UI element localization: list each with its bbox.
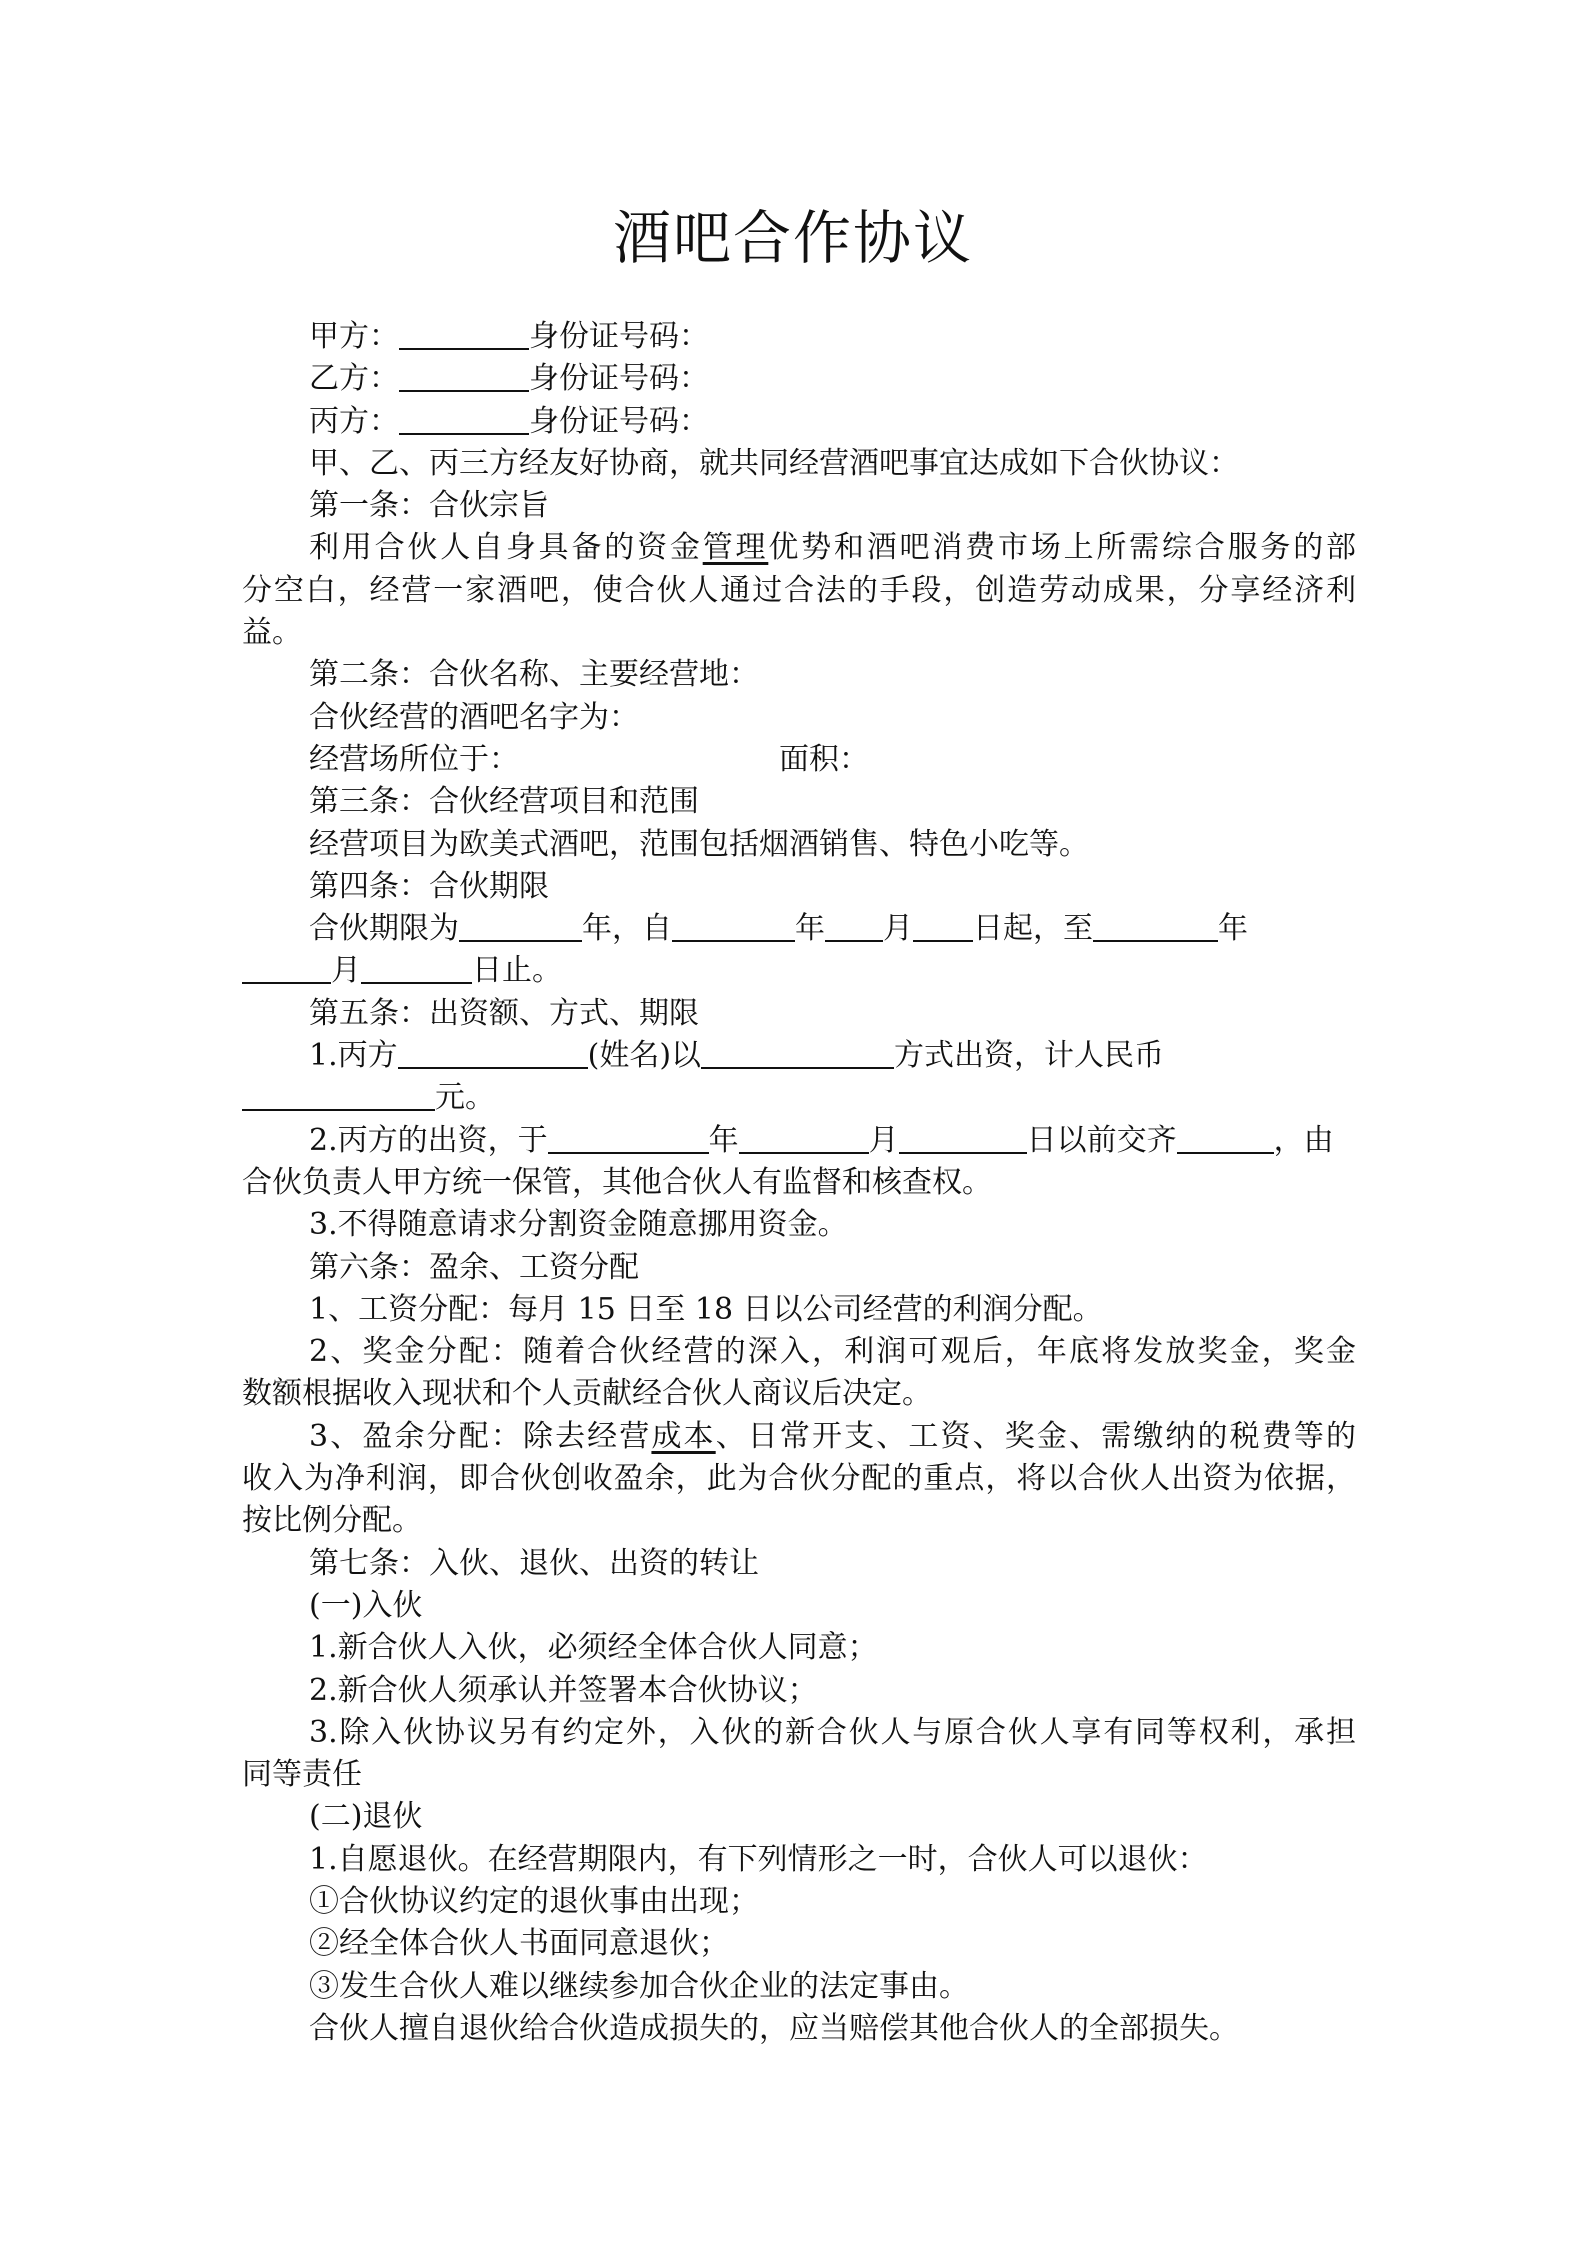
article-heading: 第五条：出资额、方式、期限 xyxy=(309,995,699,1031)
text: 2.丙方的出资，于 xyxy=(309,1122,548,1158)
party-c-label: 丙方： xyxy=(309,403,399,439)
clause-line: 按比例分配。 xyxy=(242,1503,422,1539)
article-heading: 第七条：入伙、退伙、出资的转让 xyxy=(309,1545,759,1581)
blank-field[interactable] xyxy=(242,1079,435,1111)
text: 优势和酒吧消费市场上所需综合服务的部 xyxy=(768,530,1356,566)
party-c-line xyxy=(242,401,1356,443)
clause-line: 合伙人擅自退伙给合伙造成损失的，应当赔偿其他合伙人的全部损失。 xyxy=(309,2010,1239,2046)
term-line xyxy=(242,908,1356,950)
article-heading: 第二条：合伙名称、主要经营地： xyxy=(309,657,759,693)
clause-line: 3.除入伙协议另有约定外，入伙的新合伙人与原合伙人享有同等权利，承担 xyxy=(309,1714,1356,1750)
clause-line: 1、工资分配：每月 15 日至 18 日以公司经营的利润分配。 xyxy=(309,1291,1103,1327)
document-title: 酒吧合作协议 xyxy=(612,204,973,272)
article-heading: 第六条：盈余、工资分配 xyxy=(309,1249,639,1285)
clause-line: ③发生合伙人难以继续参加合伙企业的法定事由。 xyxy=(309,1968,969,2004)
id-label: 身份证号码： xyxy=(529,403,709,439)
blank-field[interactable] xyxy=(701,1037,894,1069)
location-line xyxy=(242,739,1356,781)
article-heading: 第三条：合伙经营项目和范围 xyxy=(309,784,699,820)
clause-line: 3.不得随意请求分割资金随意挪用资金。 xyxy=(309,1207,848,1243)
text: 年 xyxy=(1218,911,1248,947)
intro: 甲、乙、丙三方经友好协商，就共同经营酒吧事宜达成如下合伙协议： xyxy=(309,445,1239,481)
article-heading: 第一条：合伙宗旨 xyxy=(309,488,549,524)
blank-field[interactable] xyxy=(459,910,582,942)
article-heading: 第四条：合伙期限 xyxy=(309,868,549,904)
clause-line: 合伙负责人甲方统一保管，其他合伙人有监督和核查权。 xyxy=(242,1164,992,1200)
bar-name-line: 合伙经营的酒吧名字为： xyxy=(309,699,639,735)
area-label: 面积： xyxy=(779,741,869,777)
text: ，由 xyxy=(1273,1122,1334,1158)
text: 合伙期限为 xyxy=(309,911,459,947)
clause-line: 2、奖金分配：随着合伙经营的深入，利润可观后，年底将发放奖金，奖金 xyxy=(309,1334,1356,1370)
clause-line: 数额根据收入现状和个人贡献经合伙人商议后决定。 xyxy=(242,1376,932,1412)
text: 方式出资，计人民币 xyxy=(894,1038,1165,1074)
sub-heading: (一)入伙 xyxy=(309,1587,423,1623)
clause-line: 收入为净利润，即合伙创收盈余，此为合伙分配的重点，将以合伙人出资为依据， xyxy=(242,1461,1356,1497)
party-b-label: 乙方： xyxy=(309,361,399,397)
link-management[interactable]: 管理 xyxy=(702,530,769,566)
clause-line xyxy=(242,1077,1356,1119)
paragraph-line: 益。 xyxy=(242,615,302,651)
text: 1.丙方 xyxy=(309,1038,398,1074)
blank-field[interactable] xyxy=(242,952,331,984)
party-b-line xyxy=(242,358,1356,400)
id-label: 身份证号码： xyxy=(529,319,709,354)
text: 年 xyxy=(795,911,825,947)
blank-field[interactable] xyxy=(398,1037,588,1069)
paragraph-line xyxy=(242,527,1356,569)
clause-line: 1.自愿退伙。在经营期限内，有下列情形之一时，合伙人可以退伙： xyxy=(309,1841,1208,1877)
clause-line xyxy=(242,1035,1356,1077)
document-body xyxy=(242,316,1356,2050)
blank-field[interactable] xyxy=(913,910,973,942)
clause-line xyxy=(242,1416,1356,1458)
text: 年 xyxy=(708,1122,739,1158)
text: 日止。 xyxy=(472,953,562,989)
blank-field[interactable] xyxy=(899,1122,1027,1154)
paragraph-line: 分空白，经营一家酒吧，使合伙人通过合法的手段，创造劳动成果，分享经济利 xyxy=(242,572,1356,608)
sub-heading: (二)退伙 xyxy=(309,1799,423,1835)
blank-field[interactable] xyxy=(399,403,529,435)
text: 月 xyxy=(868,1122,899,1158)
blank-field[interactable] xyxy=(739,1122,869,1154)
party-a-line xyxy=(242,316,1356,358)
term-line xyxy=(242,950,1356,992)
text: (姓名)以 xyxy=(587,1038,702,1074)
paragraph-line: 经营项目为欧美式酒吧，范围包括烟酒销售、特色小吃等。 xyxy=(309,826,1089,862)
text: 日以前交齐 xyxy=(1026,1122,1177,1158)
blank-field[interactable] xyxy=(361,952,472,984)
blank-field[interactable] xyxy=(548,1122,709,1154)
clause-line: ②经全体合伙人书面同意退伙； xyxy=(309,1926,729,1962)
text: 年，自 xyxy=(582,911,672,947)
text: 日起，至 xyxy=(973,911,1093,947)
blank-field[interactable] xyxy=(1177,1122,1274,1154)
clause-line: 同等责任 xyxy=(242,1757,362,1793)
blank-field[interactable] xyxy=(399,318,529,350)
clause-line: ①合伙协议约定的退伙事由出现； xyxy=(309,1883,759,1919)
location-label: 经营场所位于： xyxy=(309,741,519,777)
text: 月 xyxy=(331,953,361,989)
clause-line: 1.新合伙人入伙，必须经全体合伙人同意； xyxy=(309,1630,878,1666)
text: 、日常开支、工资、奖金、需缴纳的税费等的 xyxy=(715,1418,1356,1454)
blank-field[interactable] xyxy=(672,910,795,942)
clause-line: 2.新合伙人须承认并签署本合伙协议； xyxy=(309,1672,818,1708)
party-a-label: 甲方： xyxy=(309,319,399,354)
text: 3、盈余分配：除去经营 xyxy=(309,1418,652,1454)
text: 月 xyxy=(883,911,913,947)
text: 元。 xyxy=(435,1080,495,1116)
text: 利用合伙人自身具备的资金 xyxy=(309,530,703,566)
blank-field[interactable] xyxy=(1093,910,1218,942)
clause-line xyxy=(242,1120,1356,1162)
id-label: 身份证号码： xyxy=(529,361,709,397)
blank-field[interactable] xyxy=(399,360,529,392)
blank-field[interactable] xyxy=(825,910,883,942)
link-cost[interactable]: 成本 xyxy=(651,1418,716,1454)
